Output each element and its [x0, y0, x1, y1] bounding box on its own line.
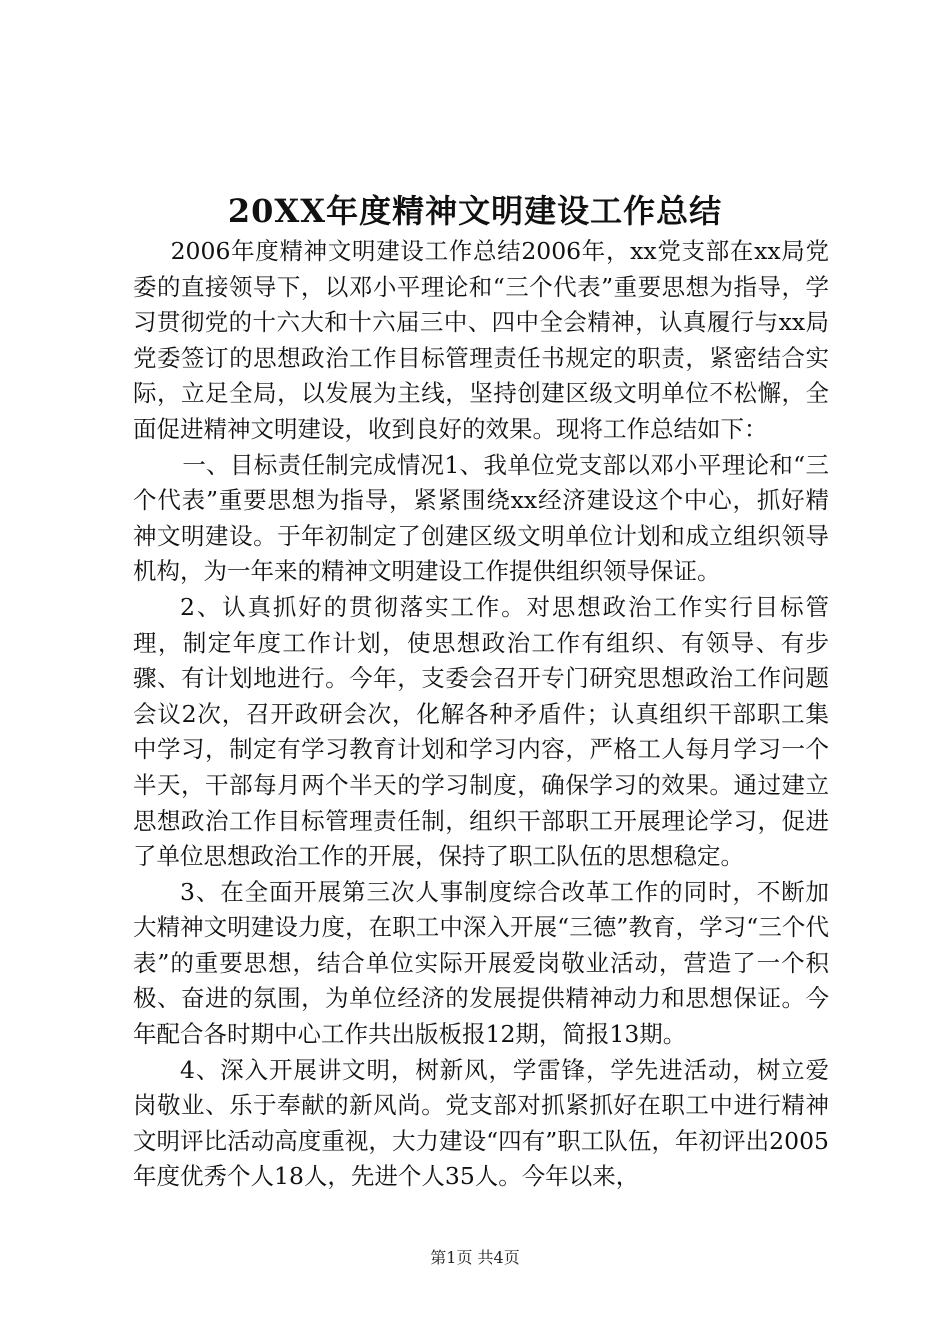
document-body [133, 234, 829, 1195]
paragraph-section-1: 一、目标责任制完成情况1、我单位党支部以邓小平理论和“三个代表”重要思想为指导，紧紧围绕xx经济建设这个中心，抓好精神文明建设。于年初制定了创建区级文明单位计划和成立组织领导机构，为一年来的精神文明建设工作提供组织领导保证。 [133, 450, 829, 586]
paragraph-item-2: 2、认真抓好的贯彻落实工作。对思想政治工作实行目标管理，制定年度工作计划，使思想政治工作有组织、有领导、有步骤、有计划地进行。今年，支委会召开专门研究思想政治工作问题会议2次，召开政研会次，化解各种矛盾件；认真组织干部职工集中学习，制定有学习教育计划和学习内容，严格工人每月学习一个半天，干部每月两个半天的学习制度，确保学习的效果。通过建立思想政治工作目标管理责任制，组织干部职工开展理论学习，促进了单位思想政治工作的开展，保持了职工队伍的思想稳定。 [133, 592, 829, 871]
paragraph-item-4: 4、深入开展讲文明，树新风，学雷锋，学先进活动，树立爱岗敬业、乐于奉献的新风尚。党支部对抓紧抓好在职工中进行精神文明评比活动高度重视，大力建设“四有”职工队伍，年初评出2005年度优秀个人18人，先进个人35人。今年以来， [133, 1055, 829, 1191]
paragraph-item-3: 3、在全面开展第三次人事制度综合改革工作的同时，不断加大精神文明建设力度，在职工中深入开展“三德”教育，学习“三个代表”的重要思想，结合单位实际开展爱岗敬业活动，营造了一个积极、奋进的氛围，为单位经济的发展提供精神动力和思想保证。今年配合各时期中心工作共出版板报12期，简报13期。 [133, 877, 829, 1049]
paragraph-intro: 2006年度精神文明建设工作总结2006年，xx党支部在xx局党委的直接领导下，以邓小平理论和“三个代表”重要思想为指导，学习贯彻党的十六大和十六届三中、四中全会精神，认真履行与xx局党委签订的思想政治工作目标管理责任书规定的职责，紧密结合实际，立足全局，以发展为主线，坚持创建区级文明单位不松懈，全面促进精神文明建设，收到良好的效果。现将工作总结如下： [133, 237, 829, 443]
document-title: 20XX年度精神文明建设工作总结 [227, 192, 723, 230]
page-number-footer: 第1页 共4页 [430, 1248, 520, 1267]
